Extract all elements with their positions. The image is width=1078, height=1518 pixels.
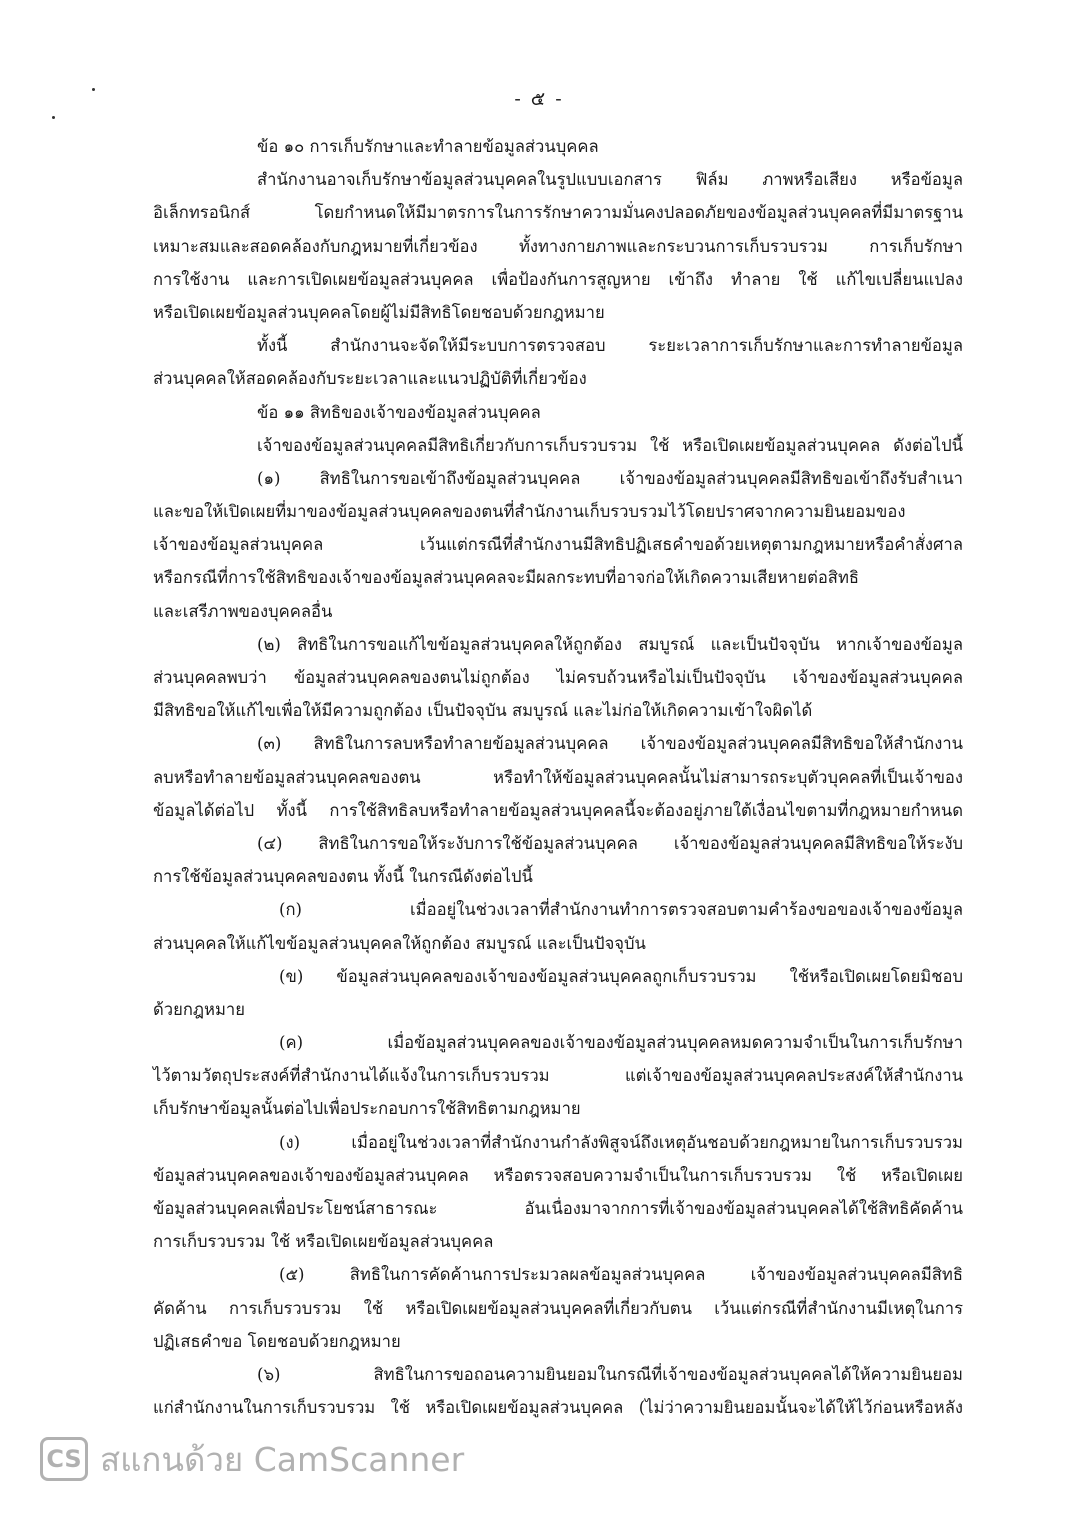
text-line: (ง) เมื่ออยู่ในช่วงเวลาที่สำนักงานกำลังพิสูจน์ถึงเหตุอันชอบด้วยกฎหมายในการเก็บรวบรวม: [279, 1132, 963, 1152]
text-line: ข้อ ๑๑ สิทธิของเจ้าของข้อมูลส่วนบุคคล: [257, 402, 541, 422]
text-line: ไว้ตามวัตถุประสงค์ที่สำนักงานได้แจ้งในการเก็บรวบรวม แต่เจ้าของข้อมูลส่วนบุคคลประสงค์ให้สำนักงาน: [153, 1066, 963, 1086]
scan-speck: [52, 116, 55, 119]
text-line: ทั้งนี้ สำนักงานจะจัดให้มีระบบการตรวจสอบ ระยะเวลาการเก็บรักษาและการทำลายข้อมูล: [257, 336, 963, 356]
document-body: [153, 130, 963, 1424]
text-line: ส่วนบุคคลให้แก้ไขข้อมูลส่วนบุคคลให้ถูกต้อง สมบูรณ์ และเป็นปัจจุบัน: [153, 933, 646, 953]
text-line: (๕) สิทธิในการคัดค้านการประมวลผลข้อมูลส่วนบุคคล เจ้าของข้อมูลส่วนบุคคลมีสิทธิ: [279, 1265, 963, 1285]
text-line: หรือเปิดเผยข้อมูลส่วนบุคคลโดยผู้ไม่มีสิทธิโดยชอบด้วยกฎหมาย: [153, 302, 605, 322]
text-line: (ก) เมื่ออยู่ในช่วงเวลาที่สำนักงานทำการตรวจสอบตามคำร้องขอของเจ้าของข้อมูล: [279, 900, 963, 920]
text-line: และเสรีภาพของบุคคลอื่น: [153, 601, 333, 621]
text-line: เจ้าของข้อมูลส่วนบุคคล เว้นแต่กรณีที่สำนักงานมีสิทธิปฏิเสธคำขอด้วยเหตุตามกฎหมายหรือคำสั่งศาล: [153, 535, 963, 555]
text-line: อิเล็กทรอนิกส์ โดยกำหนดให้มีมาตรการในการรักษาความมั่นคงปลอดภัยของข้อมูลส่วนบุคคลที่มีมาตรฐาน: [153, 203, 963, 223]
text-line: (ค) เมื่อข้อมูลส่วนบุคคลของเจ้าของข้อมูลส่วนบุคคลหมดความจำเป็นในการเก็บรักษา: [279, 1033, 963, 1053]
text-line: ข้อมูลส่วนบุคคลของเจ้าของข้อมูลส่วนบุคคล หรือตรวจสอบความจำเป็นในการเก็บรวบรวม ใช้ หรือเปิดเผย: [153, 1165, 963, 1185]
text-line: มีสิทธิขอให้แก้ไขเพื่อให้มีความถูกต้อง เป็นปัจจุบัน สมบูรณ์ และไม่ก่อให้เกิดความเข้าใจผิดได้: [153, 701, 813, 721]
text-line: ด้วยกฎหมาย: [153, 999, 245, 1019]
text-line: ส่วนบุคคลพบว่า ข้อมูลส่วนบุคคลของตนไม่ถูกต้อง ไม่ครบถ้วนหรือไม่เป็นปัจจุบัน เจ้าของข้อมูลส่วนบุคคล: [153, 668, 963, 687]
text-line: (๓) สิทธิในการลบหรือทำลายข้อมูลส่วนบุคคล เจ้าของข้อมูลส่วนบุคคลมีสิทธิขอให้สำนักงาน: [257, 734, 963, 754]
text-line: การเก็บรวบรวม ใช้ หรือเปิดเผยข้อมูลส่วนบุคคล: [153, 1232, 494, 1252]
camscanner-logo-icon: CS: [40, 1437, 88, 1481]
text-line: หรือกรณีที่การใช้สิทธิของเจ้าของข้อมูลส่วนบุคคลจะมีผลกระทบที่อาจก่อให้เกิดความเสียหายต่อสิทธิ: [153, 568, 860, 588]
text-line: และขอให้เปิดเผยที่มาของข้อมูลส่วนบุคคลของตนที่สำนักงานเก็บรวบรวมไว้โดยปราศจากความยินยอมของ: [153, 502, 906, 522]
text-line: การใช้ข้อมูลส่วนบุคคลของตน ทั้งนี้ ในกรณีดังต่อไปนี้: [153, 867, 533, 887]
text-line: แก่สำนักงานในการเก็บรวบรวม ใช้ หรือเปิดเผยข้อมูลส่วนบุคคล (ไม่ว่าความยินยอมนั้นจะได้ให้ไว้ก่อนหรือหลัง: [153, 1398, 963, 1418]
text-line: เหมาะสมและสอดคล้องกับกฎหมายที่เกี่ยวข้อง ทั้งทางกายภาพและกระบวนการเก็บรวบรวม การเก็บรักษา: [153, 236, 963, 256]
text-line: (๔) สิทธิในการขอให้ระงับการใช้ข้อมูลส่วนบุคคล เจ้าของข้อมูลส่วนบุคคลมีสิทธิขอให้ระงับ: [257, 833, 963, 853]
text-line: เก็บรักษาข้อมูลนั้นต่อไปเพื่อประกอบการใช้สิทธิตามกฎหมาย: [153, 1099, 581, 1119]
text-line: ข้อมูลได้ต่อไป ทั้งนี้ การใช้สิทธิลบหรือทำลายข้อมูลส่วนบุคคลนี้จะต้องอยู่ภายใต้เงื่อนไขตามที่กฎหมายกำหนด: [153, 800, 963, 820]
text-line: ข้อมูลส่วนบุคคลเพื่อประโยชน์สาธารณะ อันเนื่องมาจากการที่เจ้าของข้อมูลส่วนบุคคลได้ใช้สิทธิคัดค้าน: [153, 1199, 963, 1218]
text-line: คัดค้าน การเก็บรวบรวม ใช้ หรือเปิดเผยข้อมูลส่วนบุคคลที่เกี่ยวกับตน เว้นแต่กรณีที่สำนักงานมีเหตุในการ: [153, 1298, 963, 1318]
page-number: - ๕ -: [514, 88, 564, 110]
text-line: การใช้งาน และการเปิดเผยข้อมูลส่วนบุคคล เพื่อป้องกันการสูญหาย เข้าถึง ทำลาย ใช้ แก้ไขเปลี่ยนแปลง: [153, 269, 963, 289]
text-line: ข้อ ๑๐ การเก็บรักษาและทำลายข้อมูลส่วนบุคคล: [257, 137, 599, 156]
text-line: (ข) ข้อมูลส่วนบุคคลของเจ้าของข้อมูลส่วนบุคคลถูกเก็บรวบรวม ใช้หรือเปิดเผยโดยมิชอบ: [279, 966, 963, 986]
watermark-text: สแกนด้วย CamScanner: [100, 1439, 465, 1479]
camscanner-watermark: [40, 1434, 464, 1484]
text-line: (๖) สิทธิในการขอถอนความยินยอมในกรณีที่เจ้าของข้อมูลส่วนบุคคลได้ให้ความยินยอม: [257, 1364, 963, 1384]
text-line: (๑) สิทธิในการขอเข้าถึงข้อมูลส่วนบุคคล เจ้าของข้อมูลส่วนบุคคลมีสิทธิขอเข้าถึงรับสำเนา: [257, 468, 963, 488]
text-line: (๒) สิทธิในการขอแก้ไขข้อมูลส่วนบุคคลให้ถูกต้อง สมบูรณ์ และเป็นปัจจุบัน หากเจ้าของข้อมูล: [257, 634, 963, 654]
text-line: ปฏิเสธคำขอ โดยชอบด้วยกฎหมาย: [153, 1331, 401, 1351]
text-line: สำนักงานอาจเก็บรักษาข้อมูลส่วนบุคคลในรูปแบบเอกสาร ฟิล์ม ภาพหรือเสียง หรือข้อมูล: [257, 170, 963, 190]
text-line: ลบหรือทำลายข้อมูลส่วนบุคคลของตน หรือทำให้ข้อมูลส่วนบุคคลนั้นไม่สามารถระบุตัวบุคคลที่เป็นเจ้าของ: [153, 767, 963, 787]
text-line: เจ้าของข้อมูลส่วนบุคคลมีสิทธิเกี่ยวกับการเก็บรวบรวม ใช้ หรือเปิดเผยข้อมูลส่วนบุคคล ดังต่อไปนี้: [257, 435, 963, 455]
text-line: ส่วนบุคคลให้สอดคล้องกับระยะเวลาและแนวปฏิบัติที่เกี่ยวข้อง: [153, 369, 587, 389]
